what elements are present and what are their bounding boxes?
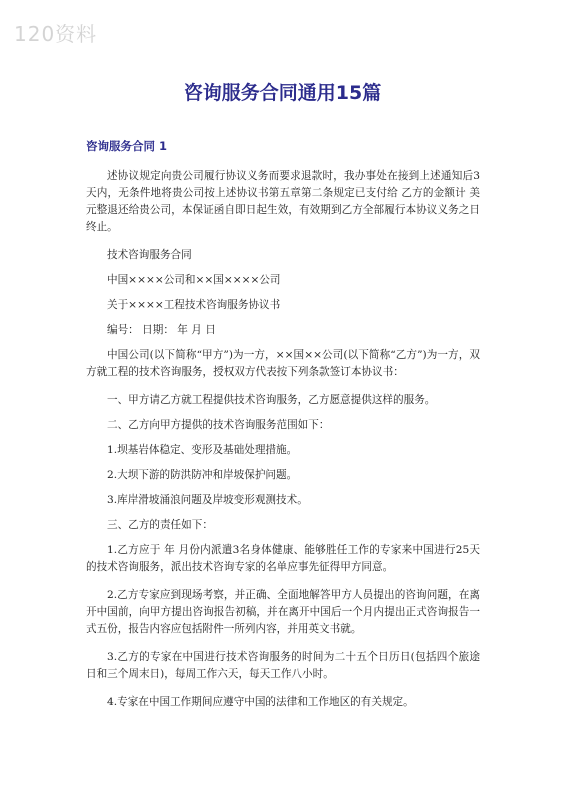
paragraph: 3.乙方的专家在中国进行技术咨询服务的时间为二十五个日历日(包括四个旅途日和三个周末日)，每周工作六天，每天工作八小时。 [86, 651, 480, 680]
paragraph: 二、乙方向甲方提供的技术咨询服务范围如下： [107, 419, 330, 431]
paragraph: 三、乙方的责任如下： [107, 519, 213, 531]
paragraph: 1.坝基岩体稳定、变形及基础处理措施。 [107, 444, 298, 456]
paragraph: 一、甲方请乙方就工程提供技术咨询服务，乙方愿意提供这样的服务。 [107, 394, 436, 406]
section-heading: 咨询服务合同 1 [86, 139, 168, 153]
paragraph: 编号： 日期： 年 月 日 [107, 324, 216, 336]
paragraph: 述协议规定向贵公司履行协议义务而要求退款时，我办事处在接到上述通知后3天内，无条件地将贵公司按上述协议书第五章第二条规定已支付给 乙方的金额计 美元整退还给贵公司，本保证函自即日起生效，有效期到乙方全部履行本协议义务之日终止。 [86, 170, 480, 233]
document-title: 咨询服务合同通用15篇 [183, 82, 382, 104]
paragraph: 2.乙方专家应到现场考察，并正确、全面地解答甲方人员提出的咨询问题，在离开中国前，向甲方提出咨询报告初稿，并在离开中国后一个月内提出正式咨询报告一式五份，报告内容应包括附件一所列内容，并用英文书就。 [86, 589, 480, 635]
paragraph: 2.大坝下游的防洪防冲和岸坡保护问题。 [107, 469, 298, 481]
watermark-logo: 120资料 [14, 22, 98, 46]
document-body [86, 168, 480, 722]
paragraph: 中国××××公司和××国××××公司 [107, 274, 281, 286]
paragraph: 关于××××工程技术咨询服务协议书 [107, 299, 281, 311]
paragraph: 3.库岸滑坡涌浪问题及岸坡变形观测技术。 [107, 494, 308, 506]
paragraph: 1.乙方应于 年 月份内派遣3名身体健康、能够胜任工作的专家来中国进行25天的技术咨询服务，派出技术咨询专家的名单应事先征得甲方同意。 [86, 544, 480, 573]
paragraph: 中国公司(以下简称“甲方”)为一方，××国××公司(以下简称“乙方”)为一方，双方就工程的技术咨询服务，授权双方代表按下列条款签订本协议书： [86, 349, 480, 378]
paragraph: 技术咨询服务合同 [107, 249, 192, 261]
paragraph: 4.专家在中国工作期间应遵守中国的法律和工作地区的有关规定。 [107, 696, 414, 708]
